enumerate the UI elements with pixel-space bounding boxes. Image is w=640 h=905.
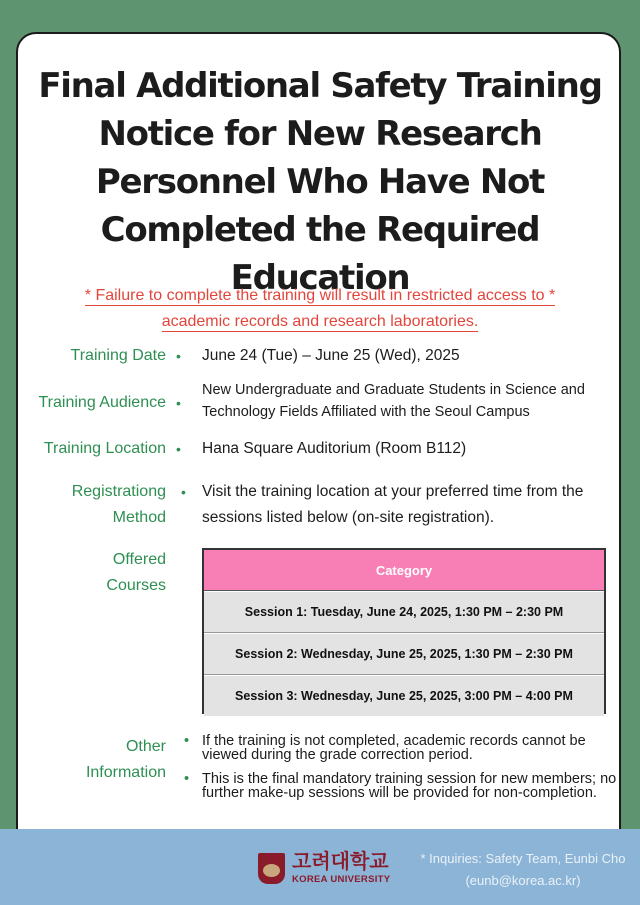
training-date-value: June 24 (Tue) – June 25 (Wed), 2025 (202, 347, 460, 364)
warning-line-1: * Failure to complete the training will result in restricted access to * (84, 287, 556, 304)
bullet: • (184, 771, 190, 787)
other-information-label (86, 734, 166, 786)
other-label-line-2: Information (85, 764, 166, 781)
other-information-list (184, 734, 624, 810)
university-name-english: KOREA UNIVERSITY (292, 874, 391, 885)
offered-courses-label (106, 547, 166, 599)
registration-label-line-2: Method (112, 509, 166, 526)
inquiry-email[interactable]: (eunb@korea.ac.kr) (465, 873, 581, 888)
table-row: Session 3: Wednesday, June 25, 2025, 3:00 PM – 4:00 PM (204, 676, 604, 716)
warning-notice (40, 283, 600, 335)
bullet: • (181, 484, 186, 500)
courses-label-line-1: Offered (112, 551, 166, 568)
courses-label-line-2: Courses (106, 577, 166, 594)
training-date-label: Training Date (70, 347, 166, 364)
table-row: Session 1: Tuesday, June 24, 2025, 1:30 PM – 2:30 PM (204, 592, 604, 633)
training-audience-label: Training Audience (38, 394, 166, 411)
page-title: Final Additional Safety Training Notice for New Research Personnel Who Have Not Completed the Required Education (38, 66, 602, 298)
table-row: Session 2: Wednesday, June 25, 2025, 1:30 PM – 2:30 PM (204, 634, 604, 675)
bullet: • (176, 395, 181, 411)
university-name-korean: 고려대학교 (292, 849, 389, 873)
training-location-label: Training Location (43, 440, 166, 457)
registration-label-line-1: Registrationg (71, 483, 166, 500)
other-label-line-1: Other (125, 738, 166, 755)
training-audience-value: New Undergraduate and Graduate Students in Science and Technology Fields Affiliated with the Seoul Campus (202, 382, 585, 420)
other-item-text: If the training is not completed, academic records cannot be viewed during the grade correction period. (202, 733, 586, 763)
training-location-value: Hana Square Auditorium (Room B112) (202, 440, 467, 457)
list-item (184, 772, 624, 800)
warning-line-2: academic records and research laboratories. (161, 313, 479, 330)
bullet: • (184, 733, 190, 749)
other-item-text: This is the final mandatory training session for new members; no further make-up sessions will be provided for non-completion. (202, 771, 617, 801)
list-item (184, 734, 624, 762)
registration-method-value: Visit the training location at your preferred time from the sessions listed below (on-site registration). (202, 483, 584, 526)
inquiry-line-1: * Inquiries: Safety Team, Eunbi Cho (420, 851, 626, 866)
inquiry-contact (420, 848, 626, 892)
korea-university-tiger-logo-icon (258, 853, 285, 884)
sessions-table (202, 548, 606, 714)
bullet: • (176, 348, 181, 364)
registration-method-label (72, 479, 166, 531)
bullet: • (176, 441, 181, 457)
table-header: Category (204, 550, 604, 591)
